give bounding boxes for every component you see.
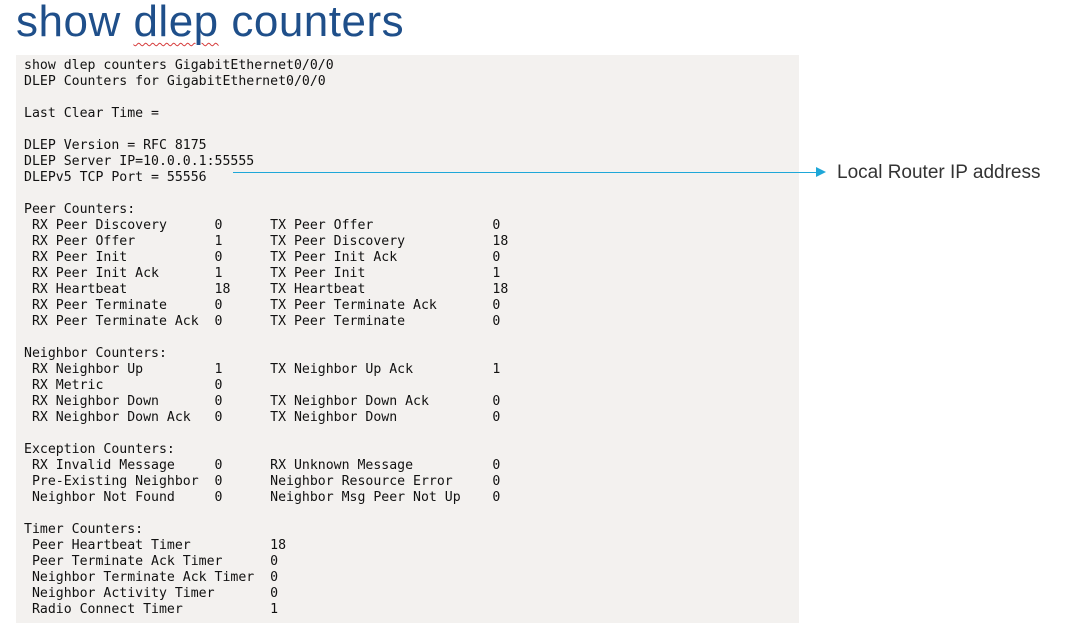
terminal-line: Pre-Existing Neighbor 0 Neighbor Resource Error 0 bbox=[24, 474, 501, 489]
slide-title bbox=[16, 0, 404, 46]
terminal-line: RX Peer Offer 1 TX Peer Discovery 18 bbox=[24, 234, 509, 249]
terminal-line: Peer Heartbeat Timer 18 bbox=[24, 538, 287, 553]
terminal-line: RX Neighbor Down 0 TX Neighbor Down Ack 0 bbox=[24, 394, 501, 409]
terminal-line: RX Peer Init Ack 1 TX Peer Init 1 bbox=[24, 266, 501, 281]
terminal-line: Timer Counters: bbox=[24, 522, 144, 537]
terminal-line: RX Peer Init 0 TX Peer Init Ack 0 bbox=[24, 250, 501, 265]
terminal-line bbox=[24, 506, 799, 522]
title-underlined-word: dlep bbox=[133, 0, 219, 46]
callout-line bbox=[233, 172, 822, 173]
terminal-line: Last Clear Time = bbox=[24, 106, 159, 121]
terminal-line: show dlep counters GigabitEthernet0/0/0 bbox=[24, 58, 334, 73]
terminal-line: DLEP Counters for GigabitEthernet0/0/0 bbox=[24, 74, 326, 89]
callout-label: Local Router IP address bbox=[837, 162, 1041, 183]
terminal-line: RX Invalid Message 0 RX Unknown Message 0 bbox=[24, 458, 501, 473]
terminal-line: Peer Terminate Ack Timer 0 bbox=[24, 554, 279, 569]
terminal-line: DLEP Server IP=10.0.0.1:55555 bbox=[24, 154, 255, 169]
terminal-output bbox=[16, 55, 799, 623]
terminal-line: Neighbor Counters: bbox=[24, 346, 167, 361]
arrow-right-icon bbox=[816, 167, 826, 177]
terminal-line: Exception Counters: bbox=[24, 442, 175, 457]
terminal-line bbox=[24, 186, 799, 202]
title-part-before: show bbox=[16, 0, 134, 46]
terminal-line: RX Neighbor Up 1 TX Neighbor Up Ack 1 bbox=[24, 362, 501, 377]
terminal-line bbox=[24, 330, 799, 346]
terminal-line: DLEP Version = RFC 8175 bbox=[24, 138, 207, 153]
terminal-line: RX Peer Terminate 0 TX Peer Terminate Ack 0 bbox=[24, 298, 501, 313]
terminal-line: DLEPv5 TCP Port = 55556 bbox=[24, 170, 207, 185]
title-part-after: counters bbox=[218, 0, 405, 46]
terminal-line bbox=[24, 426, 799, 442]
terminal-line bbox=[24, 122, 799, 138]
terminal-line: RX Metric 0 bbox=[24, 378, 223, 393]
terminal-line: Neighbor Not Found 0 Neighbor Msg Peer Not Up 0 bbox=[24, 490, 501, 505]
terminal-line bbox=[24, 90, 799, 106]
terminal-line: RX Peer Terminate Ack 0 TX Peer Terminate 0 bbox=[24, 314, 501, 329]
terminal-line: Neighbor Activity Timer 0 bbox=[24, 586, 279, 601]
terminal-line: RX Neighbor Down Ack 0 TX Neighbor Down 0 bbox=[24, 410, 501, 425]
terminal-line: RX Heartbeat 18 TX Heartbeat 18 bbox=[24, 282, 509, 297]
terminal-line: Peer Counters: bbox=[24, 202, 136, 217]
terminal-line: Neighbor Terminate Ack Timer 0 bbox=[24, 570, 279, 585]
terminal-line: Radio Connect Timer 1 bbox=[24, 602, 279, 617]
terminal-line: RX Peer Discovery 0 TX Peer Offer 0 bbox=[24, 218, 501, 233]
